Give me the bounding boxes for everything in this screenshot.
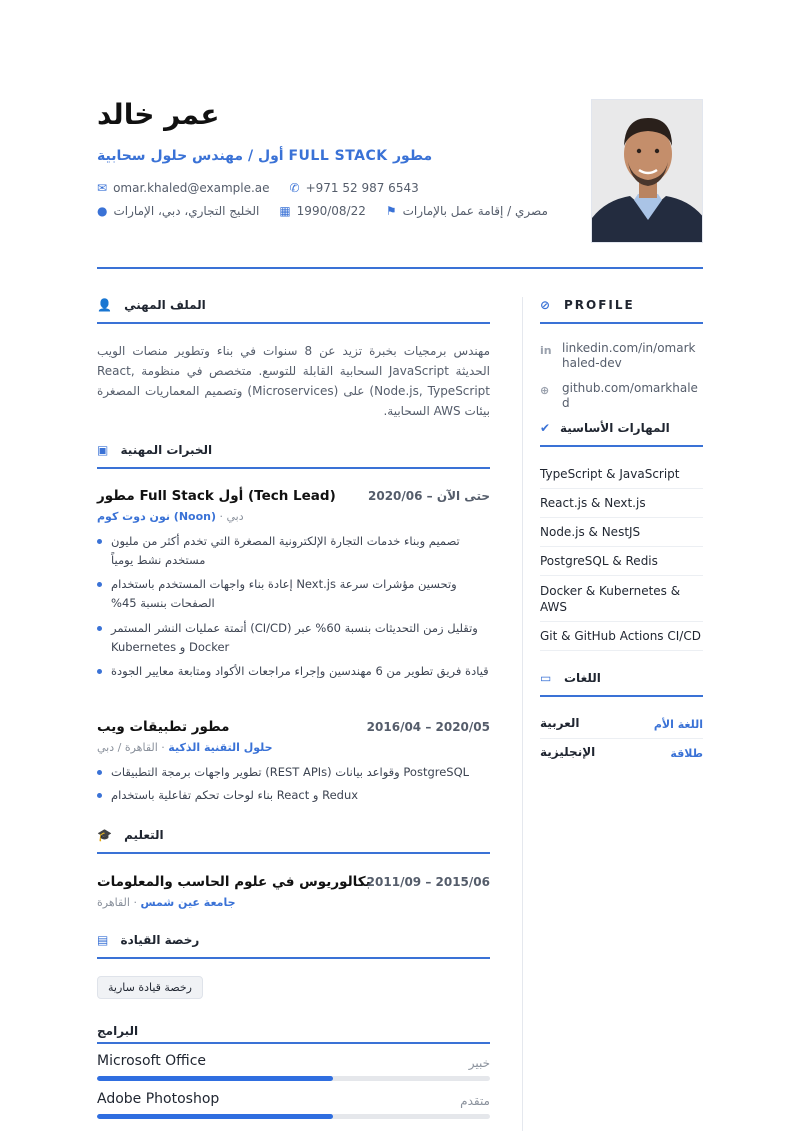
user-icon: 👤 — [97, 298, 112, 312]
skill-item: Node.js & NestJS — [540, 524, 703, 547]
education-item — [97, 874, 490, 914]
map-pin-icon: ● — [97, 204, 108, 218]
section-education — [97, 828, 490, 854]
job-bullet — [97, 532, 490, 572]
birth-date-text: 1990/08/22 — [296, 204, 366, 218]
portrait-image — [592, 100, 703, 243]
profile-photo — [591, 99, 703, 243]
envelope-icon: ✉ — [97, 181, 108, 195]
section-heading-group — [97, 933, 199, 947]
section-profile-title: الملف المهني — [124, 298, 206, 312]
location-text: الخليج التجاري، دبي، الإمارات — [113, 204, 260, 218]
section-skills — [540, 421, 703, 447]
header-divider — [97, 267, 703, 269]
language-name: العربية — [540, 716, 580, 730]
language-level: طلاقة — [670, 747, 703, 760]
skill-item: React.js & Next.js — [540, 495, 703, 518]
calendar-icon: ▦ — [279, 204, 291, 218]
job-company: حلول التقنية الذكية — [168, 741, 273, 754]
contact-row-2 — [97, 204, 568, 218]
bullet-text: PostgreSQL وقواعد بيانات (REST APIs) تطوير واجهات برمجة التطبيقات — [111, 765, 470, 779]
program-name: Microsoft Office — [97, 1053, 207, 1069]
job-bullet — [97, 763, 490, 783]
globe-icon: ⊕ — [540, 384, 550, 397]
check-icon: ✔ — [540, 421, 551, 435]
section-skills-title: المهارات الأساسية — [560, 421, 670, 435]
job-title: مطور تطبيقات ويب — [97, 719, 230, 735]
birth-date-item — [279, 204, 366, 218]
section-experience-title: الخبرات المهنية — [120, 443, 213, 457]
language-icon: ▭ — [540, 671, 552, 685]
bullet-dot — [97, 626, 102, 631]
school-location: القاهرة — [97, 896, 130, 909]
link-icon: ⊘ — [540, 298, 551, 312]
job-dates: 2016/04 – 2020/05 — [366, 720, 490, 734]
bullet-dot — [97, 539, 102, 544]
contact-row-1 — [97, 181, 439, 195]
bullet-text: Redux و React بناء لوحات تحكم تفاعلية باستخدام — [111, 788, 359, 802]
skill-item: Git & GitHub Actions CI/CD — [540, 628, 703, 651]
program-skill-bar — [97, 1114, 490, 1119]
section-programs — [97, 1024, 490, 1044]
graduation-cap-icon: 🎓 — [97, 828, 112, 842]
job-separator: · — [219, 510, 227, 523]
school-separator: · — [129, 896, 137, 909]
candidate-role: أول / مهندس حلول سحابية FULL STACK مطور — [97, 148, 433, 164]
job-company-line — [97, 510, 244, 523]
school-name: جامعة عين شمس — [140, 896, 236, 909]
section-profile — [97, 298, 490, 324]
language-level: اللغة الأم — [653, 718, 703, 731]
bullet-text: قيادة فريق تطوير من 6 مهندسين وإجراء مراجعات الأكواد ومتابعة معايير الجودة — [111, 664, 489, 678]
phone-icon: ✆ — [289, 181, 300, 195]
job-company: نون دوت كوم (Noon) — [97, 510, 217, 523]
program-skill-bar — [97, 1076, 490, 1081]
bullet-text: وتقليل زمن التحديثات بنسبة 60% عبر (CI/CD) أتمتة عمليات النشر المستمر Docker و Kubernetes — [111, 621, 478, 654]
program-level: متقدم — [460, 1094, 490, 1108]
section-experience — [97, 443, 490, 469]
job-location: القاهرة / دبي — [97, 741, 158, 754]
section-license-title: رخصة القيادة — [120, 933, 200, 947]
skill-item: TypeScript & JavaScript — [540, 466, 703, 489]
phone-item[interactable] — [290, 181, 419, 195]
github-link[interactable] — [540, 381, 703, 410]
phone-text: +971 52 987 6543 — [305, 181, 419, 195]
job-bullet — [97, 662, 490, 702]
bullet-dot — [97, 669, 102, 674]
skill-item: PostgreSQL & Redis — [540, 553, 703, 576]
section-heading-group — [97, 443, 212, 457]
email-item[interactable] — [97, 181, 270, 195]
nationality-text: مصري / إقامة عمل بالإمارات — [402, 204, 548, 218]
column-divider — [522, 297, 523, 1131]
flag-icon: ⚑ — [385, 204, 397, 218]
id-card-icon: ▤ — [97, 933, 109, 947]
bullet-dot — [97, 582, 102, 587]
experience-item — [97, 488, 490, 708]
school-line — [97, 896, 236, 909]
job-company-line — [97, 741, 273, 754]
section-programs-title: البرامج — [97, 1024, 139, 1038]
language-name: الإنجليزية — [540, 745, 596, 759]
section-license — [97, 933, 490, 959]
degree-title: بكالوريوس في علوم الحاسب والمعلومات — [97, 874, 371, 890]
bullet-dot — [97, 793, 102, 798]
experience-item — [97, 719, 490, 809]
email-text: omar.khaled@example.ae — [113, 181, 270, 195]
program-skill-fill — [97, 1114, 333, 1119]
candidate-name: عمر خالد — [97, 98, 220, 131]
bullet-dot — [97, 770, 102, 775]
section-heading-group — [97, 828, 164, 842]
linkedin-text: linkedin.com/in/omarkhaled-dev — [562, 341, 696, 370]
section-languages — [540, 671, 703, 697]
bullet-text: وتحسين مؤشرات سرعة Next.js إعادة بناء واجهات المستخدم باستخدام الصفحات بنسبة 45% — [111, 577, 457, 610]
skill-item: Docker & Kubernetes & AWS — [540, 583, 703, 622]
job-dates: حتى الآن – 2020/06 — [368, 489, 490, 503]
program-skill-fill — [97, 1076, 333, 1081]
profile-summary: مهندس برمجيات بخبرة تزيد عن 8 سنوات في بناء وتطوير منصات الويب الحديثة JavaScript السحابية القابلة للتوسع. متخصص في منظومة React, Node.js, TypeScript) على (Microservices) وتصميم المعماريات المصغرة بيئات AWS السحابية. — [97, 344, 490, 418]
linkedin-link[interactable] — [540, 341, 703, 373]
program-name: Adobe Photoshop — [97, 1091, 220, 1107]
job-title: مطور Full Stack أول (Tech Lead) — [97, 488, 336, 504]
job-bullet — [97, 575, 490, 615]
program-level: خبير — [468, 1056, 490, 1070]
job-bullet — [97, 786, 490, 806]
github-text: github.com/omarkhaled — [562, 381, 698, 410]
language-divider — [540, 738, 703, 739]
job-separator: · — [157, 741, 165, 754]
section-profile-links-title: PROFILE — [564, 298, 635, 312]
job-location: دبي — [226, 510, 244, 523]
job-bullet — [97, 619, 490, 659]
briefcase-icon: ▣ — [97, 443, 109, 457]
education-dates: 2011/09 – 2015/06 — [366, 875, 490, 889]
bullet-text: تصميم وبناء خدمات التجارة الإلكترونية المصغرة التي تخدم أكثر من مليون مستخدم نشط يومياً — [111, 534, 460, 567]
section-heading-group — [97, 298, 206, 312]
license-chip: رخصة قيادة سارية — [97, 976, 203, 999]
location-item — [97, 204, 259, 218]
linkedin-icon: in — [540, 344, 552, 357]
section-profile-links — [540, 298, 703, 324]
section-languages-title: اللغات — [564, 671, 601, 685]
nationality-item — [386, 204, 548, 218]
section-education-title: التعليم — [124, 828, 164, 842]
